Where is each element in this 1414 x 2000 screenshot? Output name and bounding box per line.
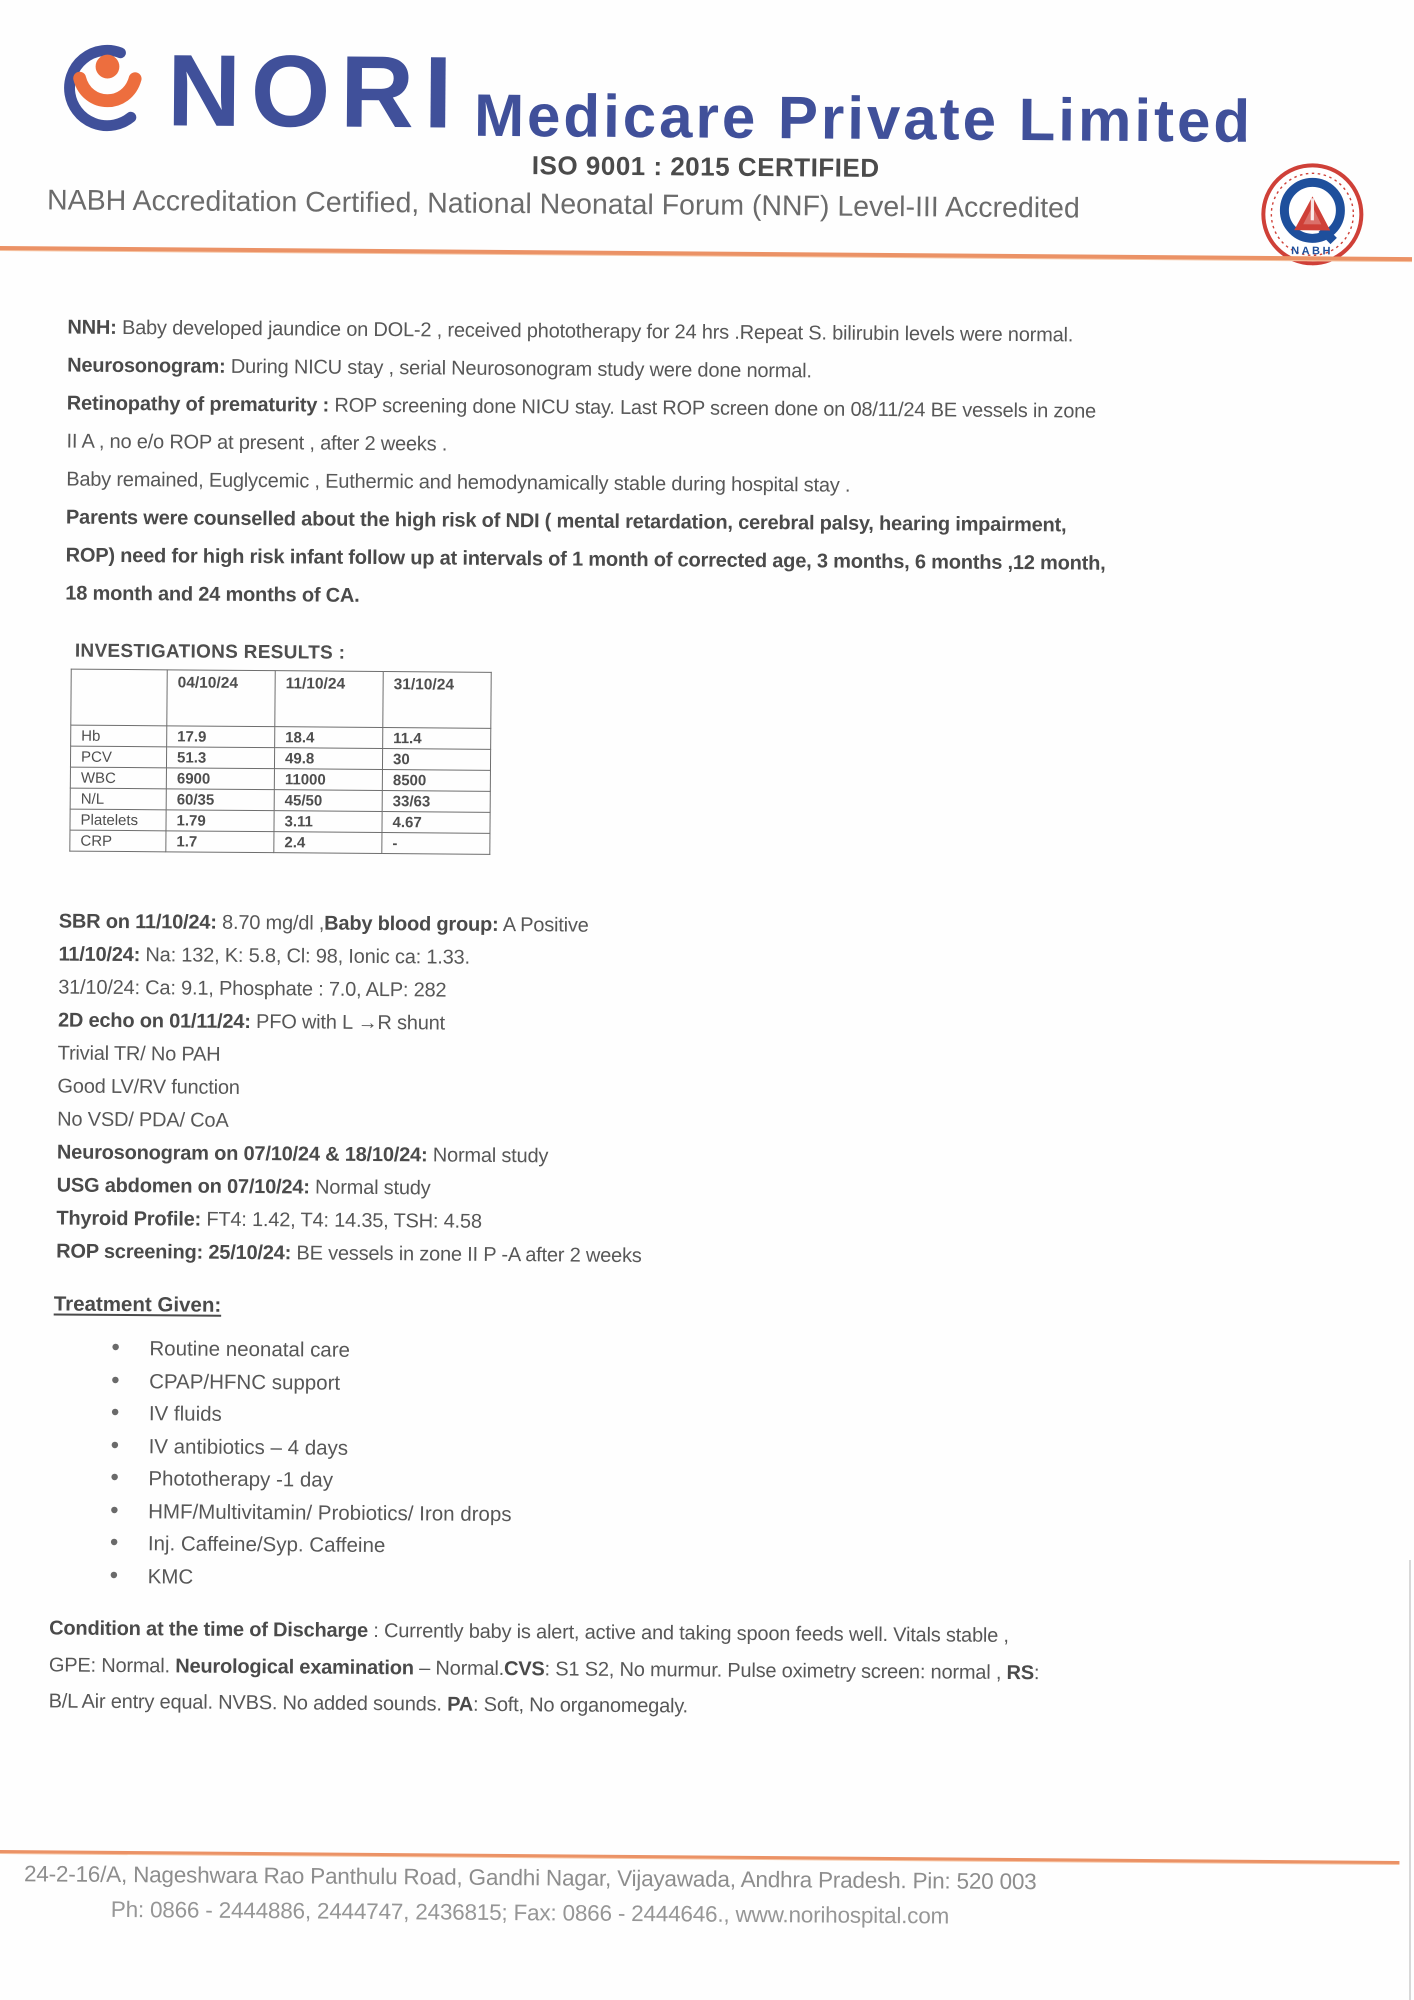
bold-text: ROP screening: 25/10/24: [56, 1240, 292, 1265]
text-run: Baby remained, Euglycemic , Euthermic and hemodynamically stable during hospital stay . [66, 468, 851, 497]
treatment-list [109, 1333, 512, 1596]
bold-text: PA [447, 1693, 474, 1716]
bold-text: USG abdomen on 07/10/24: [56, 1174, 310, 1199]
bold-text: RS [1006, 1661, 1035, 1684]
table-header-cell: 11/10/24 [275, 671, 383, 728]
table-cell: 3.11 [274, 811, 382, 833]
table-cell: 60/35 [166, 789, 274, 811]
summary-paragraph [65, 499, 1106, 621]
treatment-item: • Routine neonatal care [111, 1333, 513, 1369]
text-run: PFO with L →R shunt [250, 1011, 446, 1035]
text-run: During NICU stay , serial Neurosonogram study were done normal. [225, 355, 812, 383]
brand-name: NORI [166, 33, 463, 150]
bold-text: Neurosonogram: [67, 354, 226, 378]
table-cell: 4.67 [382, 812, 490, 834]
table-header-cell: 31/10/24 [383, 672, 491, 729]
table-cell: WBC [70, 767, 166, 789]
table-cell: 1.7 [166, 831, 274, 853]
bold-text: Baby blood group: [324, 912, 499, 936]
table-cell: Platelets [70, 809, 166, 831]
bold-text: Retinopathy of prematurity : [66, 392, 330, 417]
text-run: Normal study [427, 1144, 549, 1168]
table-cell: CRP [70, 830, 166, 852]
table-cell: 18.4 [275, 727, 383, 749]
text-run: Na: 132, K: 5.8, Cl: 98, Ionic ca: 1.33. [140, 944, 470, 969]
table-cell: 45/50 [274, 790, 382, 812]
table-header-cell: 04/10/24 [167, 670, 275, 727]
investigations-title: INVESTIGATIONS RESULTS : [74, 640, 346, 664]
bold-text: 11/10/24: [58, 943, 141, 967]
bold-text: Condition at the time of Discharge [49, 1617, 374, 1642]
treatment-item: • CPAP/HFNC support [111, 1365, 513, 1401]
footer-address: 24-2-16/A, Nageshwara Rao Panthulu Road, Gandhi Nagar, Vijayawada, Andhra Pradesh. Pin: 520 003 [23, 1861, 1037, 1895]
table-cell: Hb [71, 725, 167, 747]
text-run: No VSD/ PDA/ CoA [57, 1108, 229, 1132]
seal-label: NABH [1291, 245, 1334, 258]
table-cell: PCV [70, 746, 166, 768]
bold-text: Neurosonogram on 07/10/24 & 18/10/24: [56, 1141, 428, 1167]
text-run: Trivial TR/ No PAH [57, 1042, 221, 1066]
bold-text: 2D echo on 01/11/24: [57, 1009, 251, 1034]
footer-phone: Ph: 0866 - 2444886, 2444747, 2436815; Fax: 0866 - 2444646., www.norihospital.com [110, 1896, 950, 1929]
investigations-table [69, 669, 491, 855]
summary-paragraph [66, 385, 1107, 469]
summary-paragraphs [65, 309, 1107, 621]
bold-text: Thyroid Profile: [56, 1207, 202, 1231]
table-cell: N/L [70, 788, 166, 810]
bold-text: Parents were counselled about the high risk of NDI ( mental retardation, cerebral palsy, hearing impairment, ROP) need for high risk infant follow up at intervals of 1 month of corrected age, 3 months, 6 months ,12 month, 18 month and 24 months of CA. [65, 506, 1106, 607]
nabh-seal-icon [1260, 162, 1365, 267]
table-cell: 49.8 [274, 748, 382, 770]
scan-edge-artifact [1409, 1560, 1411, 2000]
table-cell: 17.9 [167, 726, 275, 748]
text-run: FT4: 1.42, T4: 14.35, TSH: 4.58 [200, 1208, 482, 1233]
text-run: : Soft, No organomegaly. [472, 1693, 689, 1718]
text-run: ROP screening done NICU stay. Last ROP screen done on 08/11/24 BE vessels in zone II A , no e/o ROP at present , after 2 weeks . [66, 394, 1097, 456]
text-run: 8.70 mg/dl , [216, 911, 325, 935]
text-run: Baby developed jaundice on DOL-2 , received phototherapy for 24 hrs .Repeat S. bilirubin levels were normal. [116, 316, 1074, 347]
text-run: : S1 S2, No murmur. Pulse oximetry screen: normal , [544, 1657, 1007, 1684]
text-run: Good LV/RV function [57, 1075, 240, 1099]
treatment-item: • Phototherapy -1 day [110, 1463, 512, 1499]
text-run: – Normal. [413, 1656, 505, 1680]
text-run: BE vessels in zone II P -A after 2 weeks [291, 1242, 642, 1268]
discharge-condition [48, 1610, 1057, 1727]
table-cell: - [382, 833, 490, 855]
bold-text: CVS [503, 1657, 545, 1680]
table-cell: 11000 [274, 769, 382, 791]
table-cell: 2.4 [274, 832, 382, 854]
treatment-item: • KMC [109, 1560, 511, 1596]
table-cell: 6900 [166, 768, 274, 790]
text-run: : Currently baby is alert, active and taking spoon feeds well. Vitals stable , GPE: Normal. [48, 1619, 1009, 1677]
bold-text: SBR on 11/10/24: [58, 910, 217, 934]
table-header-row [71, 669, 491, 728]
text-run: : B/L Air entry equal. NVBS. No added sounds. [48, 1661, 1040, 1716]
nori-logo-icon [55, 36, 160, 141]
table-cell: 11.4 [383, 728, 491, 750]
text-run: 31/10/24: Ca: 9.1, Phosphate : 7.0, ALP: 282 [58, 976, 447, 1002]
investigations-table-head [71, 669, 491, 728]
header-divider [0, 246, 1412, 261]
table-row [70, 830, 490, 854]
table-cell: 8500 [382, 770, 490, 792]
treatment-item: • Inj. Caffeine/Syp. Caffeine [110, 1528, 512, 1564]
brand-suffix: Medicare Private Limited [473, 81, 1254, 155]
accreditation-line: NABH Accreditation Certified, National Neonatal Forum (NNF) Level-III Accredited [46, 184, 1080, 225]
table-cell: 1.79 [166, 810, 274, 832]
bold-text: Neurological examination [175, 1654, 414, 1679]
table-cell: 30 [382, 749, 490, 771]
letterhead [55, 33, 1254, 155]
investigations-table-body [70, 725, 491, 854]
treatment-item: • HMF/Multivitamin/ Probiotics/ Iron drops [110, 1495, 512, 1531]
table-cell: 51.3 [166, 747, 274, 769]
table-header-cell [71, 669, 167, 726]
footer [0, 1856, 1080, 1935]
text-run: Normal study [309, 1176, 431, 1200]
iso-certification-line: ISO 9001 : 2015 CERTIFIED [531, 150, 880, 183]
treatment-title: Treatment Given: [53, 1292, 222, 1317]
table-cell: 33/63 [382, 791, 490, 813]
text-run: A Positive [498, 913, 589, 937]
treatment-item: • IV fluids [111, 1398, 513, 1434]
lab-results [56, 905, 1059, 1276]
lab-line [56, 1235, 1056, 1276]
bold-text: NNH: [67, 316, 117, 339]
treatment-item: • IV antibiotics – 4 days [111, 1430, 513, 1466]
